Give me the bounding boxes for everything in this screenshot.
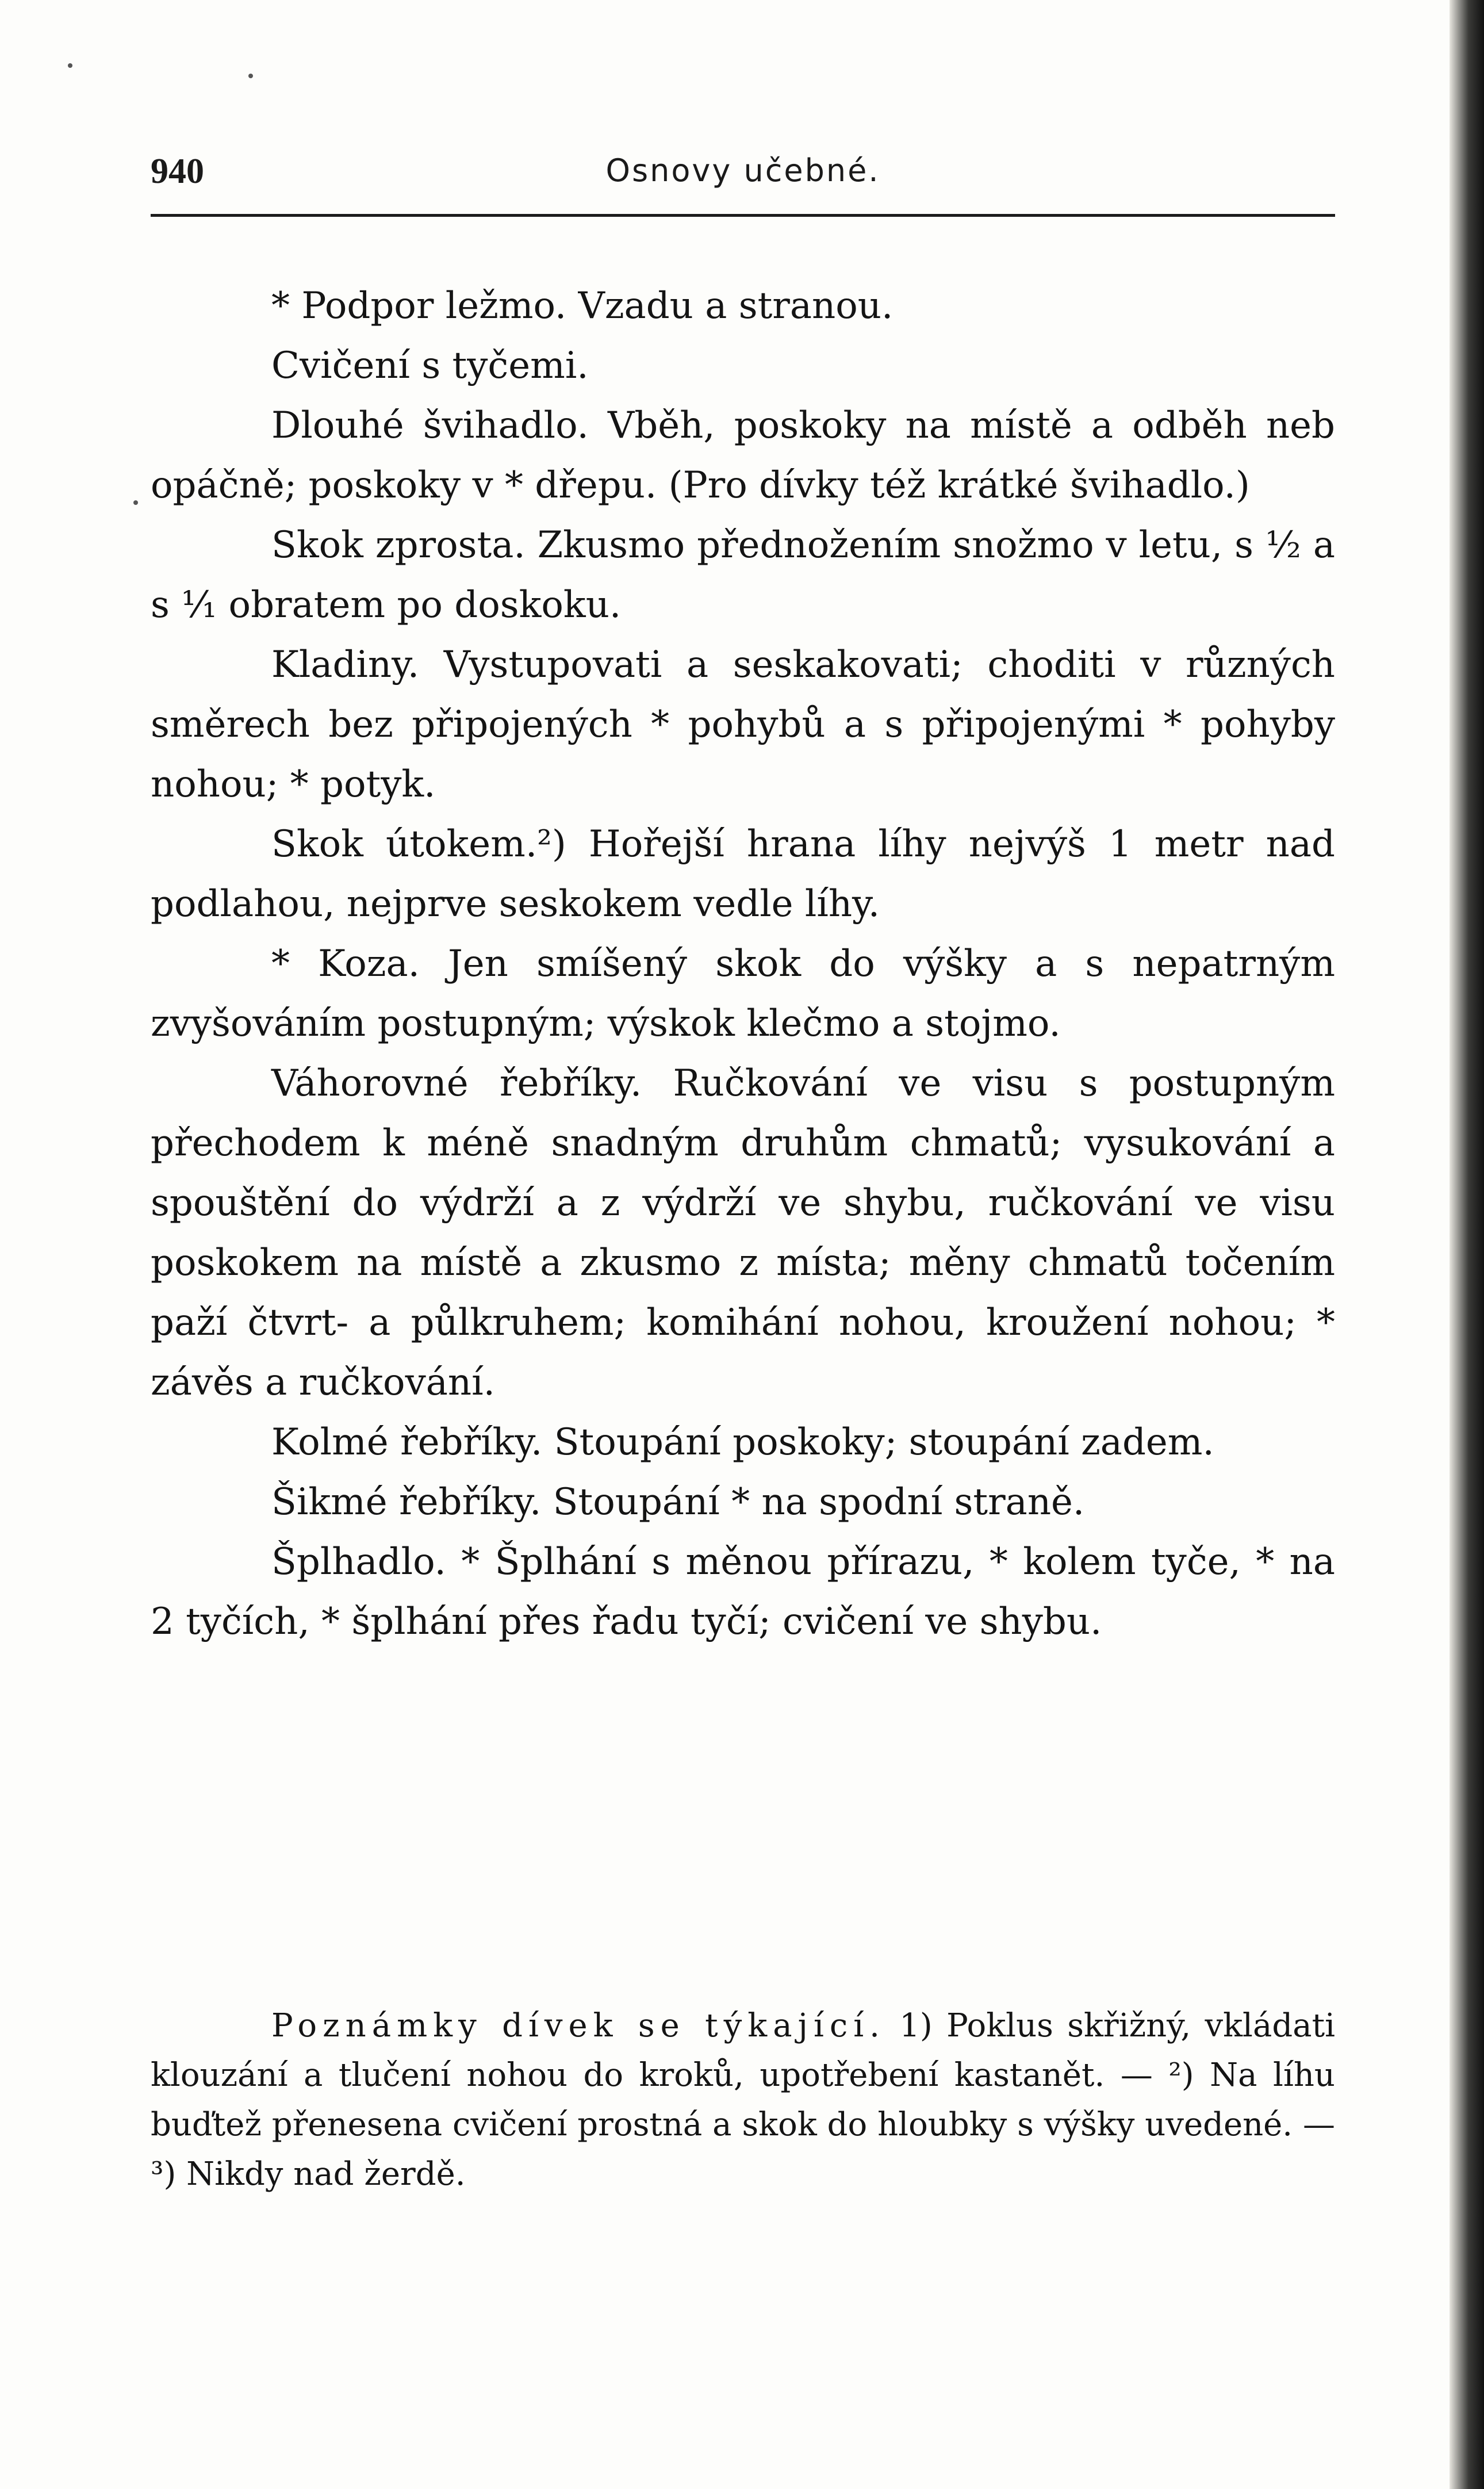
notes-paragraph — [151, 2001, 1335, 2199]
paragraph: Šplhadlo. * Šplhání s měnou přírazu, * kolem tyče, * na 2 tyčích, * šplhání přes řadu tyčí; cvičení ve shybu. — [151, 1541, 1335, 1643]
page-header — [151, 147, 1335, 204]
notes-heading: Poznámky dívek se týkající. — [271, 2007, 885, 2044]
paragraph: Šikmé řebříky. Stoupání * na spodní straně. — [271, 1481, 1085, 1523]
paragraph: Dlouhé švihadlo. Vběh, poskoky na místě a odběh neb opáčně; poskoky v * dřepu. (Pro dívky též krátké švihadlo.) — [151, 404, 1335, 507]
paragraph: Skok zprosta. Zkusmo přednožením snožmo v letu, s ½ a s ¹⁄₁ obratem po doskoku. — [151, 524, 1335, 626]
running-head: Osnovy učebné. — [605, 152, 880, 189]
paragraph: Váhorovné řebříky. Ručkování ve visu s postupným přechodem k méně snadným druhům chmatů; vysukování a spouštění do výdrží a z výdrží ve shybu, ručkování ve visu poskokem na místě a zkusmo z místa; měny chmatů točením paží čtvrt- a půlkruhem; komihání nohou, kroužení nohou; * závěs a ručkování. — [151, 1062, 1335, 1404]
paragraph: Kladiny. Vystupovati a seskakovati; choditi v různých směrech bez připojených * pohybů a s připojenými * pohyby nohou; * potyk. — [151, 644, 1335, 806]
footnotes — [151, 2001, 1335, 2199]
print-speck — [248, 74, 253, 78]
paragraph: Skok útokem.²) Hořejší hrana líhy nejvýš 1 metr nad podlahou, nejprve seskokem vedle líhy. — [151, 823, 1335, 925]
notes-text: 1) Poklus skřižný, vkládati klouzání a tlučení nohou do kroků, upotřebení kastanět. — ²) Na líhu buďtež přenesena cvičení prostná a skok do hloubky s výšky uvedené. — ³) Nikdy nad žerdě. — [151, 2007, 1335, 2193]
binding-edge — [1450, 0, 1484, 2489]
body-text — [151, 276, 1335, 1652]
paragraph: Cvičení s tyčemi. — [271, 344, 589, 387]
paragraph: * Podpor ležmo. Vzadu a stranou. — [271, 285, 894, 327]
print-speck — [68, 63, 72, 68]
page-number: 940 — [151, 152, 204, 191]
paragraph: * Koza. Jen smíšený skok do výšky a s nepatrným zvyšováním postupným; výskok klečmo a stojmo. — [151, 943, 1335, 1045]
header-rule — [151, 214, 1335, 217]
paragraph: Kolmé řebříky. Stoupání poskoky; stoupání zadem. — [271, 1421, 1214, 1464]
print-speck — [133, 500, 138, 505]
